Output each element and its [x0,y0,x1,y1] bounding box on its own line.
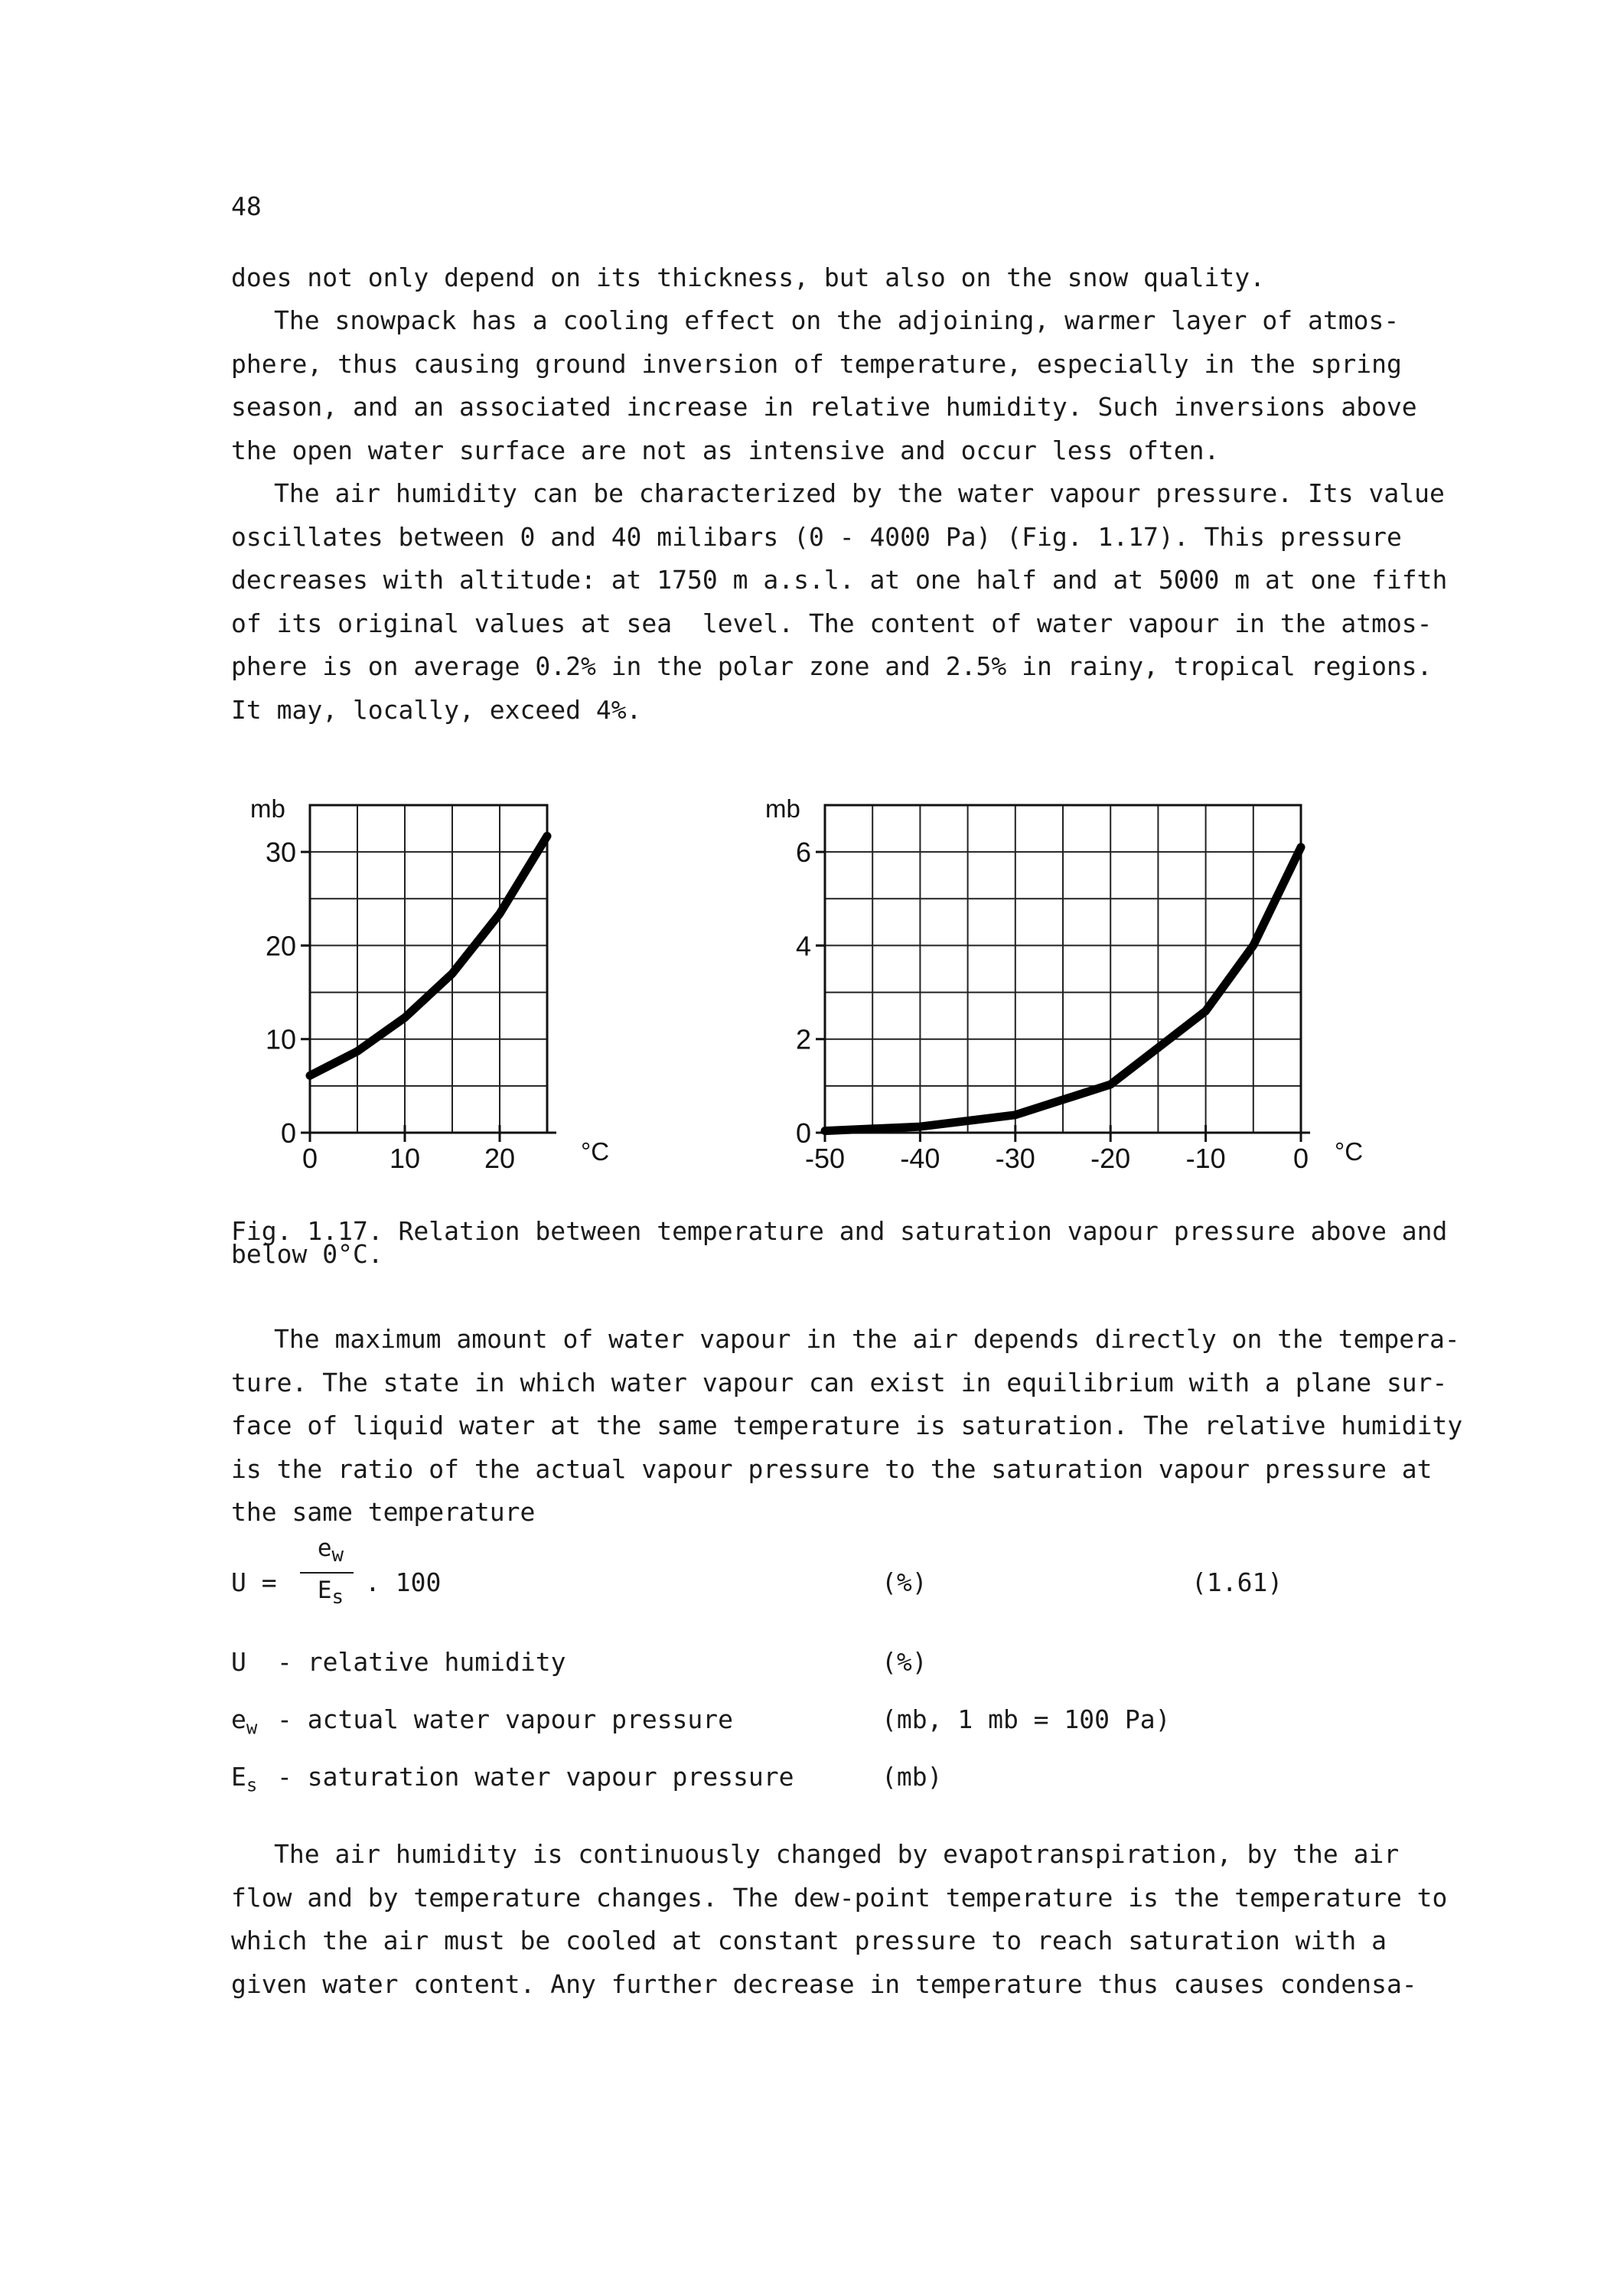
text-line: is the ratio of the actual vapour pressure to the saturation vapour pressure at [231,1453,1433,1484]
page-number: 48 [231,191,262,221]
text-line: The air humidity can be characterized by the water vapour pressure. Its value [274,478,1445,508]
definition-description: - actual water vapour pressure [277,1704,734,1734]
text-line: The maximum amount of water vapour in the air depends directly on the tempera- [274,1324,1460,1354]
caption-line: below 0°C. [231,1239,383,1269]
definition-unit: (%) [882,1647,927,1677]
denominator-symbol: E [317,1577,332,1605]
definition-row [231,1647,1455,1685]
text-line: phere is on average 0.2% in the polar zone and 2.5% in rainy, tropical regions. [231,651,1433,681]
text-line: ture. The state in which water vapour can exist in equilibrium with a plane sur- [231,1367,1448,1397]
y-tick-label: 30 [265,837,296,869]
text-line: which the air must be cooled at constant pressure to reach saturation with a [231,1926,1387,1955]
definition-symbol [231,1762,257,1796]
fraction-numerator [300,1534,361,1569]
text-line: It may, locally, exceed 4%. [231,694,642,725]
y-tick-label: 6 [795,837,811,869]
definition-unit: (mb) [882,1762,943,1792]
text-line: the open water surface are not as intensive and occur less often. [231,435,1220,465]
paragraph-4 [231,1318,1463,1534]
text-line: phere, thus causing ground inversion of temperature, especially in the spring [231,348,1402,379]
equation-multiplier: . 100 [365,1567,442,1597]
definition-symbol [231,1647,246,1681]
text-line: of its original values at sea level. The content of water vapour in the atmos- [231,608,1433,638]
x-tick-label: -50 [804,1143,846,1174]
y-axis-label: mb [250,794,285,823]
symbol-subscript: w [246,1717,258,1739]
y-axis-label: mb [765,794,800,823]
definition-row [231,1762,1455,1800]
text-line: given water content. Any further decrease in temperature thus causes condensa- [231,1968,1417,1999]
text-line: does not only depend on its thickness, but also on the snow quality. [231,263,1266,292]
definition-description: - saturation water vapour pressure [277,1762,794,1792]
equation-fraction [300,1534,361,1611]
x-tick-label: 20 [484,1143,516,1174]
symbol-subscript: s [246,1774,258,1796]
chart-2 [765,794,1363,1174]
text-line: flow and by temperature changes. The dew-point temperature is the temperature to [231,1882,1448,1913]
equation-number: (1.61) [1191,1567,1283,1597]
x-tick-label: -20 [1090,1143,1131,1174]
paragraph-5 [231,1833,1448,2006]
definition-unit: (mb, 1 mb = 100 Pa) [882,1704,1171,1734]
numerator-subscript: w [331,1544,344,1567]
x-axis-label: °C [581,1137,610,1166]
x-tick-label: -10 [1185,1143,1226,1174]
definition-description: - relative humidity [277,1647,566,1677]
equation-lhs: U = [231,1567,277,1597]
x-tick-label: 0 [1292,1143,1309,1174]
text-line: The air humidity is continuously changed by evapotranspiration, by the air [274,1839,1400,1869]
fraction-bar [300,1572,354,1574]
y-tick-label: 0 [795,1117,811,1149]
x-tick-label: -30 [995,1143,1035,1174]
chart-1 [250,794,609,1174]
y-tick-label: 2 [795,1023,811,1055]
figure-caption [231,1216,1448,1269]
numerator-symbol: e [317,1534,332,1562]
x-axis-label: °C [1335,1137,1364,1166]
y-tick-label: 20 [265,930,296,962]
symbol-text: U [231,1647,246,1677]
symbol-text: e [231,1704,246,1734]
y-tick-label: 10 [265,1023,296,1055]
text-line: oscillates between 0 and 40 milibars (0 - 4000 Pa) (Fig. 1.17). This pressure [231,521,1402,552]
text-line: decreases with altitude: at 1750 m a.s.l. at one half and at 5000 m at one fifth [231,565,1448,595]
denominator-subscript: s [331,1586,344,1609]
text-line: The snowpack has a cooling effect on the adjoining, warmer layer of atmos- [274,305,1400,335]
definition-symbol [231,1704,257,1739]
text-line: face of liquid water at the same temperature is saturation. The relative humidity [231,1411,1463,1440]
plot-frame [310,805,547,1133]
text-line: the same temperature [231,1497,536,1527]
equation-1-61 [231,1534,1455,1626]
y-tick-label: 0 [280,1117,296,1149]
symbol-text: E [231,1762,246,1792]
equation-unit: (%) [882,1567,927,1597]
y-tick-label: 4 [795,930,811,962]
definition-row [231,1704,1455,1743]
x-tick-label: 0 [302,1143,318,1174]
x-tick-label: 10 [389,1143,421,1174]
caption-line: Fig. 1.17. Relation between temperature and saturation vapour pressure above and [231,1216,1448,1246]
x-tick-label: -40 [900,1143,940,1174]
fraction-denominator [300,1577,361,1611]
text-line: season, and an associated increase in relative humidity. Such inversions above [231,392,1417,422]
